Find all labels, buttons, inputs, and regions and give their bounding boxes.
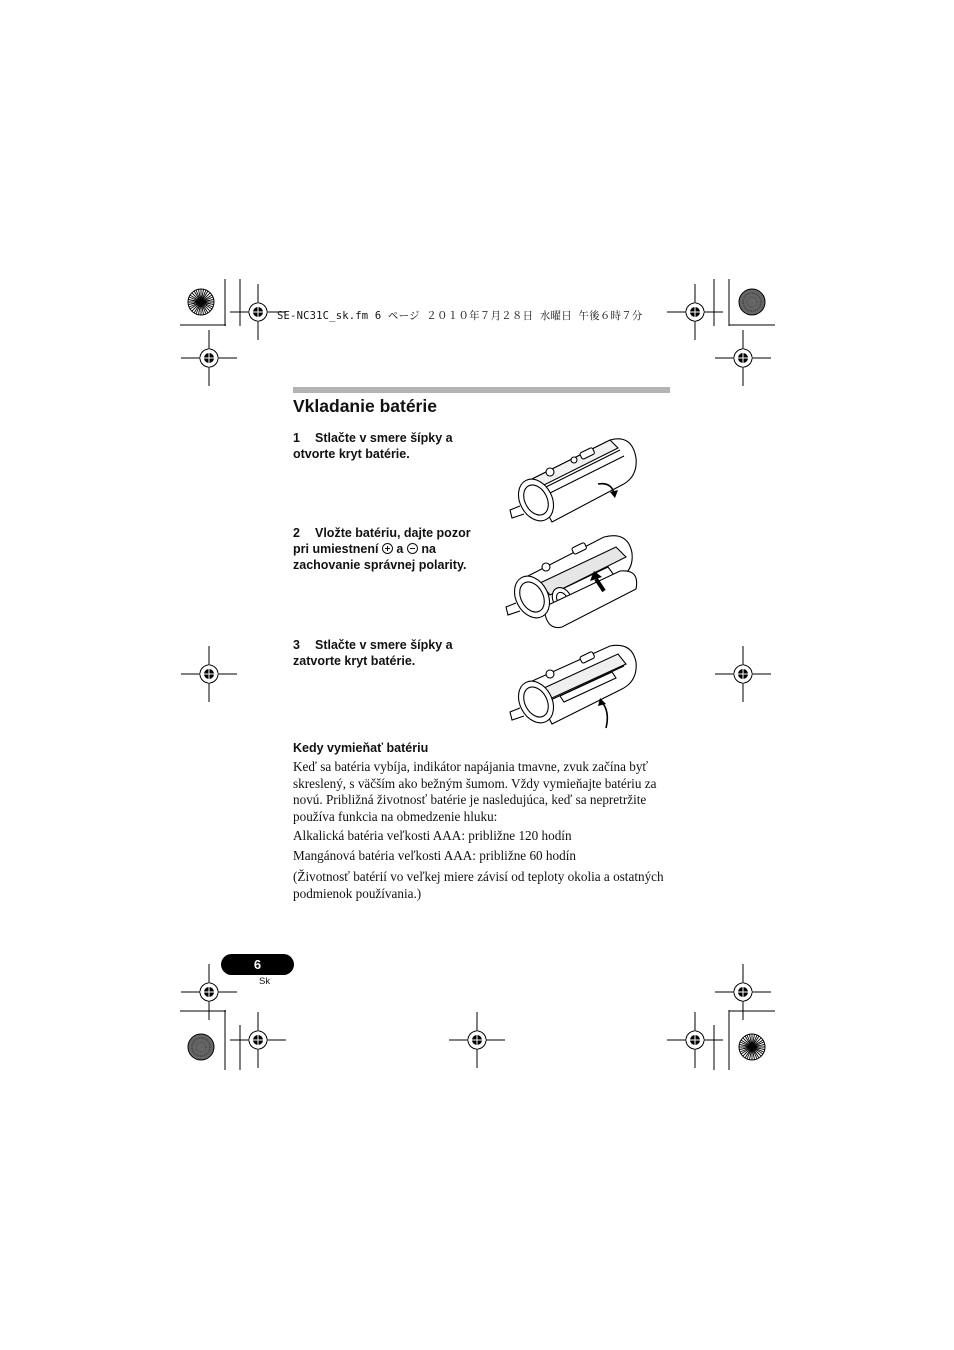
registration-star-bottom-right <box>739 1034 765 1060</box>
illustration-close-battery-cover <box>500 640 650 732</box>
page-title: Vkladanie batérie <box>293 396 437 416</box>
registration-dot-top-right <box>739 289 765 315</box>
battery-life-note: (Životnosť batérií vo veľkej miere závisí od teploty okolia a ostatných podmienok používania.) <box>293 869 664 901</box>
alkaline-battery-life: Alkalická batéria veľkosti AAA: približne 120 hodín <box>293 828 572 843</box>
step-1 <box>293 430 483 462</box>
step-conjunction: a <box>396 542 404 556</box>
illustration-insert-battery <box>500 527 650 639</box>
step-2 <box>293 525 483 573</box>
page-language-code: Sk <box>259 976 271 987</box>
page-number-tab: 6 <box>221 954 294 975</box>
step-text: Vložte batériu, dajte pozor pri umiestnení <box>293 526 471 556</box>
battery-life-paragraph: Keď sa batéria vybíja, indikátor napájania tmavne, zvuk začína byť skreslený, s väčším ako bežným šumom. Vždy vymieňajte batériu za novú. Približná životnosť batérie je nasledujúca, keď sa nepretržite používa funkcia na obmedzenie hluku: <box>293 759 657 824</box>
step-number: 2 <box>293 526 300 540</box>
step-text: na zachovanie správnej polarity. <box>293 542 467 572</box>
step-number: 1 <box>293 431 300 445</box>
step-text: Stlačte v smere šípky a zatvorte kryt batérie. <box>293 638 453 668</box>
section-title-bar <box>293 387 670 393</box>
registration-dot-bottom-left <box>188 1034 214 1060</box>
manganese-battery-life: Mangánová batéria veľkosti AAA: približne 60 hodín <box>293 848 576 863</box>
step-3 <box>293 637 483 669</box>
battery-replacement-heading: Kedy vymieňať batériu <box>293 741 429 755</box>
illustration-open-battery-cover <box>500 432 650 532</box>
step-text: Stlačte v smere šípky a otvorte kryt batérie. <box>293 431 453 461</box>
registration-star-top-left <box>188 289 214 315</box>
circled-minus-icon <box>407 543 418 554</box>
step-number: 3 <box>293 638 300 652</box>
print-header-line: SE-NC31C_sk.fm 6 ページ ２０１０年７月２８日 水曜日 午後６時７分 <box>277 310 643 322</box>
circled-plus-icon <box>382 543 393 554</box>
